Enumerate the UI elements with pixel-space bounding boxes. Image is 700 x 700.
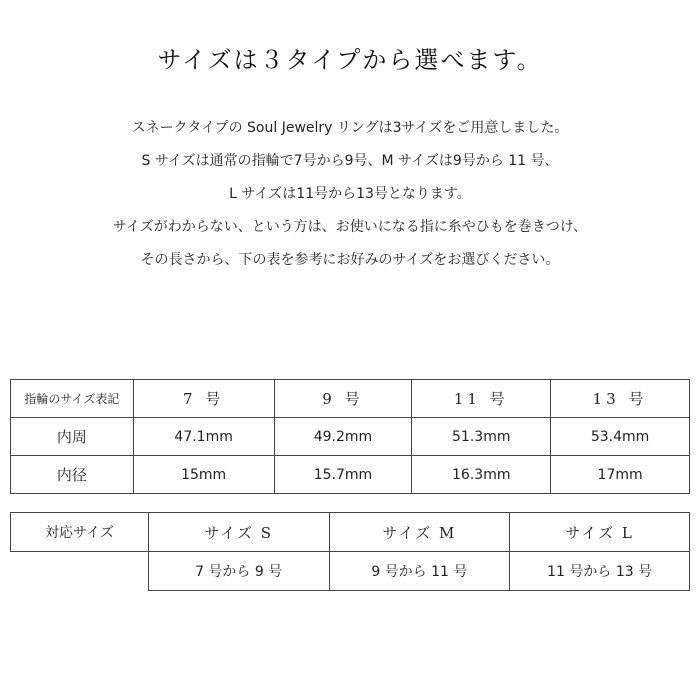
description-line: サイズがわからない、という方は、お使いになる指に糸やひもを巻きつけ、 — [112, 219, 588, 235]
table-row — [11, 456, 690, 494]
table-row — [11, 552, 690, 591]
size-label-header: 指輪のサイズ表記 — [11, 380, 134, 418]
table-cell: 17mm — [551, 456, 690, 494]
type-header-s: サイズ S — [148, 513, 329, 552]
table-header-row — [11, 513, 690, 552]
diameter-label: 内径 — [11, 456, 134, 494]
empty-cell — [11, 552, 149, 591]
table-header-row — [11, 380, 690, 418]
table-cell: 49.2mm — [274, 418, 412, 456]
size-header-13: 13 号 — [551, 380, 690, 418]
table-cell: 15mm — [133, 456, 274, 494]
size-header-7: 7 号 — [133, 380, 274, 418]
table-cell: 51.3mm — [412, 418, 551, 456]
type-header-l: サイズ L — [510, 513, 690, 552]
table-cell: 11 号から 13 号 — [510, 552, 690, 591]
description-line: その長さから、下の表を参考にお好みのサイズをお選びください。 — [140, 252, 560, 268]
description-line: L サイズは11号から13号となります。 — [229, 186, 471, 202]
description-line: スネークタイプの Soul Jewelry リングは3サイズをご用意しました。 — [131, 120, 569, 136]
table-cell: 53.4mm — [551, 418, 690, 456]
table-cell: 47.1mm — [133, 418, 274, 456]
ring-size-table — [10, 379, 690, 494]
description-line: S サイズは通常の指輪で7号から9号、M サイズは9号から 11 号、 — [141, 153, 559, 169]
circumference-label: 内周 — [11, 418, 134, 456]
size-header-11: 11 号 — [412, 380, 551, 418]
page-title: サイズは３タイプから選べます。 — [157, 46, 543, 74]
size-type-table — [10, 512, 690, 591]
table-cell: 7 号から 9 号 — [148, 552, 329, 591]
table-row — [11, 418, 690, 456]
type-header-m: サイズ M — [329, 513, 510, 552]
table-cell: 15.7mm — [274, 456, 412, 494]
table-cell: 9 号から 11 号 — [329, 552, 510, 591]
size-header-9: 9 号 — [274, 380, 412, 418]
table-cell: 16.3mm — [412, 456, 551, 494]
type-label: 対応サイズ — [11, 513, 149, 552]
description-paragraph — [0, 113, 700, 278]
